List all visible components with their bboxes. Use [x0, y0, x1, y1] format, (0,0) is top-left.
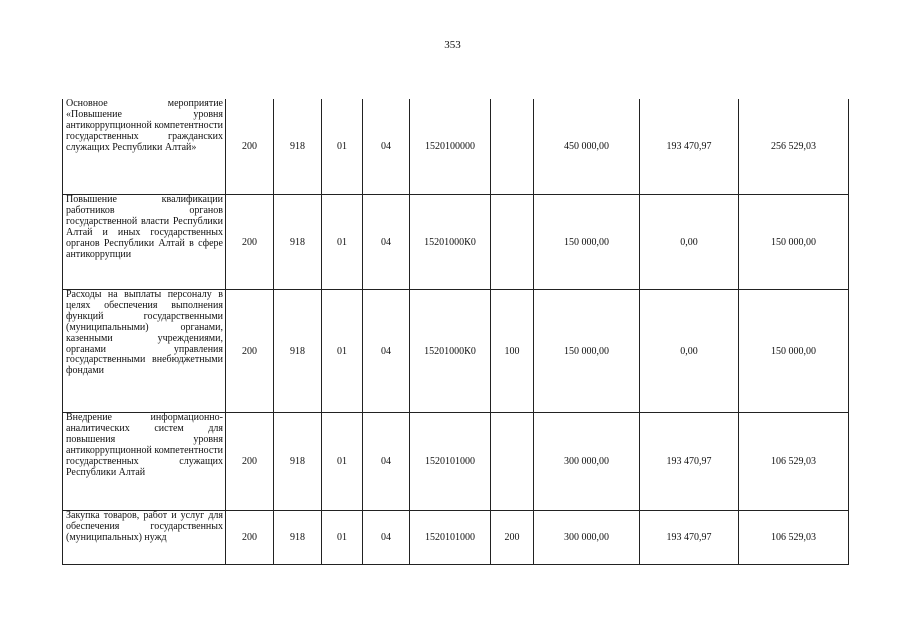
- remainder-amount-cell: 150 000,00: [739, 195, 849, 290]
- planned-amount-cell: 300 000,00: [534, 511, 640, 565]
- subsection-cell: 04: [363, 195, 410, 290]
- planned-amount-cell: 150 000,00: [534, 195, 640, 290]
- table-row: [63, 99, 849, 195]
- expense-type-cell: [491, 99, 534, 195]
- row-description: Внедрение информационно-аналитических систем для повышения уровня антикоррупционной компетентности государственных служащих Республики Алтай: [63, 413, 226, 511]
- section-cell: 01: [322, 290, 363, 413]
- section-cell: 01: [322, 511, 363, 565]
- expense-type-cell: 100: [491, 290, 534, 413]
- subsection-cell: 04: [363, 413, 410, 511]
- admin-code-cell: 200: [226, 511, 274, 565]
- target-article-cell: 1520101000: [410, 413, 491, 511]
- admin-code-cell: 200: [226, 195, 274, 290]
- remainder-amount-cell: 106 529,03: [739, 511, 849, 565]
- grs-code-cell: 918: [274, 290, 322, 413]
- executed-amount-cell: 0,00: [640, 195, 739, 290]
- row-description: Закупка товаров, работ и услуг для обеспечения государственных (муниципальных) нужд: [63, 511, 226, 565]
- page-number: 353: [444, 39, 461, 51]
- executed-amount-cell: 0,00: [640, 290, 739, 413]
- planned-amount-cell: 450 000,00: [534, 99, 640, 195]
- table-row: [63, 195, 849, 290]
- subsection-cell: 04: [363, 99, 410, 195]
- admin-code-cell: 200: [226, 99, 274, 195]
- expense-type-cell: [491, 195, 534, 290]
- grs-code-cell: 918: [274, 99, 322, 195]
- executed-amount-cell: 193 470,97: [640, 99, 739, 195]
- remainder-amount-cell: 150 000,00: [739, 290, 849, 413]
- target-article-cell: 15201000К0: [410, 195, 491, 290]
- grs-code-cell: 918: [274, 413, 322, 511]
- grs-code-cell: 918: [274, 195, 322, 290]
- target-article-cell: 1520100000: [410, 99, 491, 195]
- subsection-cell: 04: [363, 511, 410, 565]
- target-article-cell: 15201000К0: [410, 290, 491, 413]
- row-description: Основное мероприятие «Повышение уровня антикоррупционной компетентности государственных гражданских служащих Республики Алтай»: [63, 99, 226, 195]
- planned-amount-cell: 300 000,00: [534, 413, 640, 511]
- remainder-amount-cell: 106 529,03: [739, 413, 849, 511]
- target-article-cell: 1520101000: [410, 511, 491, 565]
- executed-amount-cell: 193 470,97: [640, 511, 739, 565]
- executed-amount-cell: 193 470,97: [640, 413, 739, 511]
- subsection-cell: 04: [363, 290, 410, 413]
- planned-amount-cell: 150 000,00: [534, 290, 640, 413]
- remainder-amount-cell: 256 529,03: [739, 99, 849, 195]
- table-row: [63, 290, 849, 413]
- section-cell: 01: [322, 99, 363, 195]
- row-description: Повышение квалификации работников органов государственной власти Республики Алтай и иных государственных органов Республики Алтай в сфере антикоррупции: [63, 195, 226, 290]
- grs-code-cell: 918: [274, 511, 322, 565]
- expense-type-cell: 200: [491, 511, 534, 565]
- expense-type-cell: [491, 413, 534, 511]
- table-row: [63, 413, 849, 511]
- budget-table: [62, 99, 849, 565]
- row-description: Расходы на выплаты персоналу в целях обеспечения выполнения функций государственными (муниципальными) органами, казенными учреждениями, органами управления государственными внебюджетными фондами: [63, 290, 226, 413]
- section-cell: 01: [322, 195, 363, 290]
- admin-code-cell: 200: [226, 413, 274, 511]
- section-cell: 01: [322, 413, 363, 511]
- admin-code-cell: 200: [226, 290, 274, 413]
- table-row: [63, 511, 849, 565]
